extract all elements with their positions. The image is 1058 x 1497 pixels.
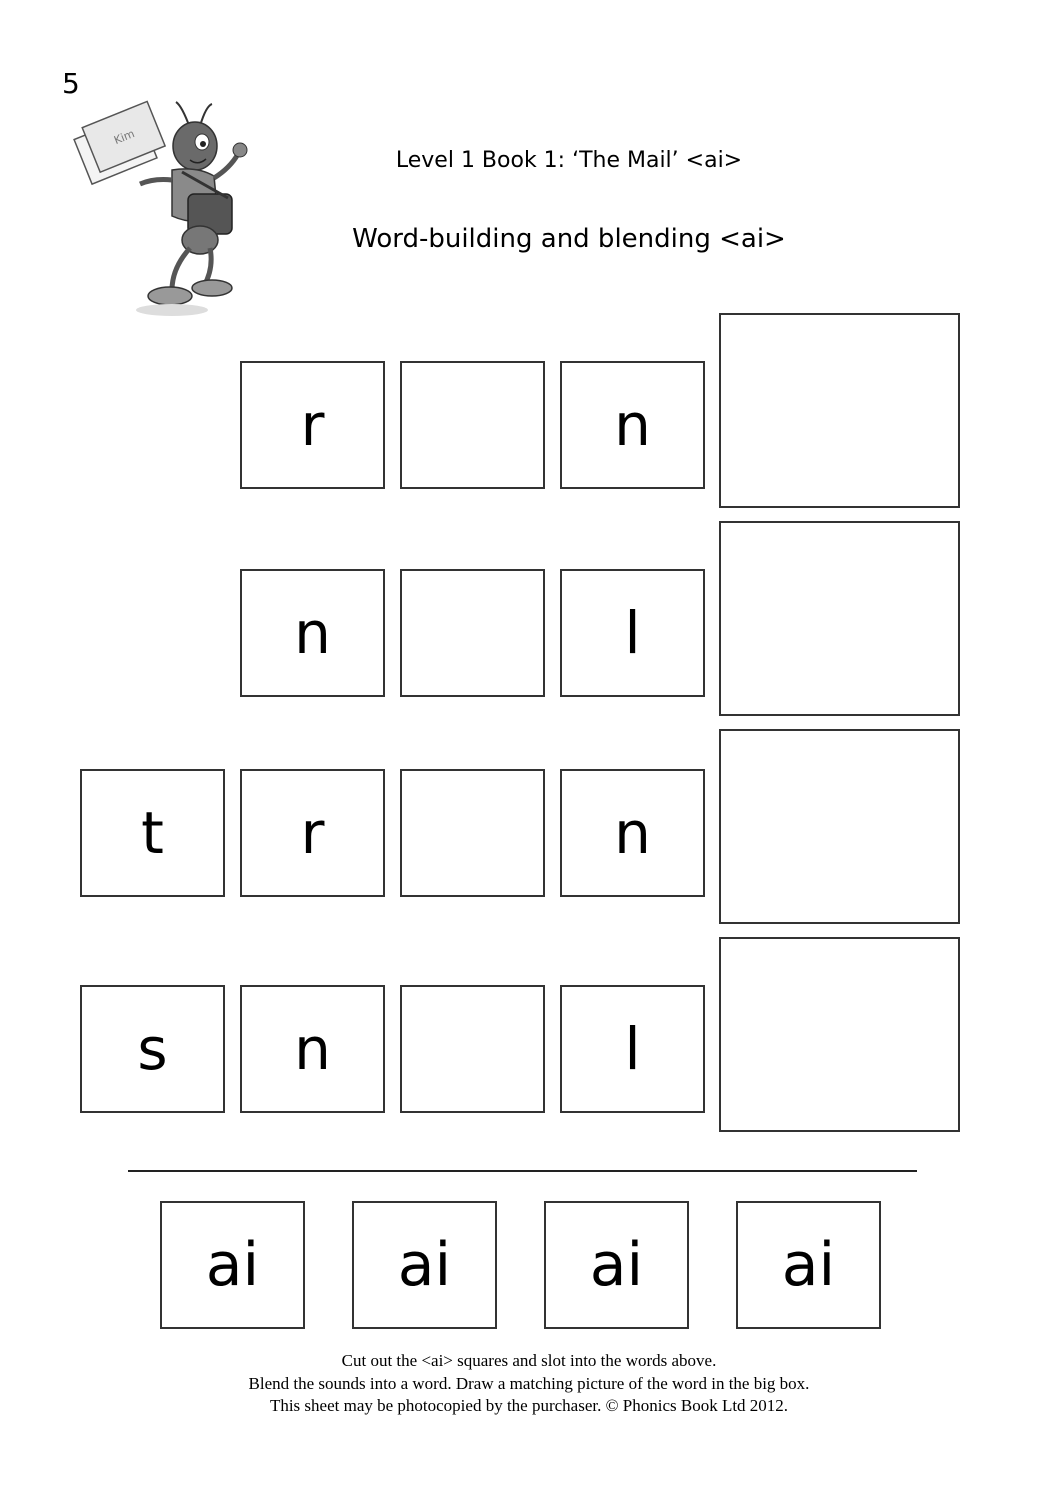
letter-tile: r [240,769,385,897]
letter-tile: l [560,985,705,1113]
picture-box [719,521,960,716]
blank-ai-slot [400,985,545,1113]
mascot-letter-text: Kim [112,127,137,148]
footer-instruction-line: Cut out the <ai> squares and slot into the words above. [341,1351,717,1370]
letter-tile: r [240,361,385,489]
picture-box [719,313,960,508]
ai-cutout-tile: ai [544,1201,689,1329]
letter-tile: l [560,569,705,697]
letter-tile: s [80,985,225,1113]
worksheet-title: Level 1 Book 1: ‘The Mail’ <ai> [395,148,743,173]
letter-tile: n [240,985,385,1113]
ai-cutout-tile: ai [352,1201,497,1329]
footer-instruction-line: Blend the sounds into a word. Draw a matching picture of the word in the big box. [248,1374,810,1393]
ant-mail-carrier-illustration [72,98,272,320]
footer-copyright-line: This sheet may be photocopied by the purchaser. © Phonics Book Ltd 2012. [269,1396,789,1415]
ai-cutout-tile: ai [736,1201,881,1329]
ai-cutout-tile: ai [160,1201,305,1329]
letter-tile: n [560,361,705,489]
picture-box [719,729,960,924]
page-number: 5 [62,67,80,100]
letter-tile: t [80,769,225,897]
worksheet-subtitle: Word-building and blending <ai> [352,224,786,254]
blank-ai-slot [400,361,545,489]
cut-line-divider [128,1170,917,1172]
blank-ai-slot [400,569,545,697]
letter-tile: n [240,569,385,697]
blank-ai-slot [400,769,545,897]
letter-tile: n [560,769,705,897]
picture-box [719,937,960,1132]
